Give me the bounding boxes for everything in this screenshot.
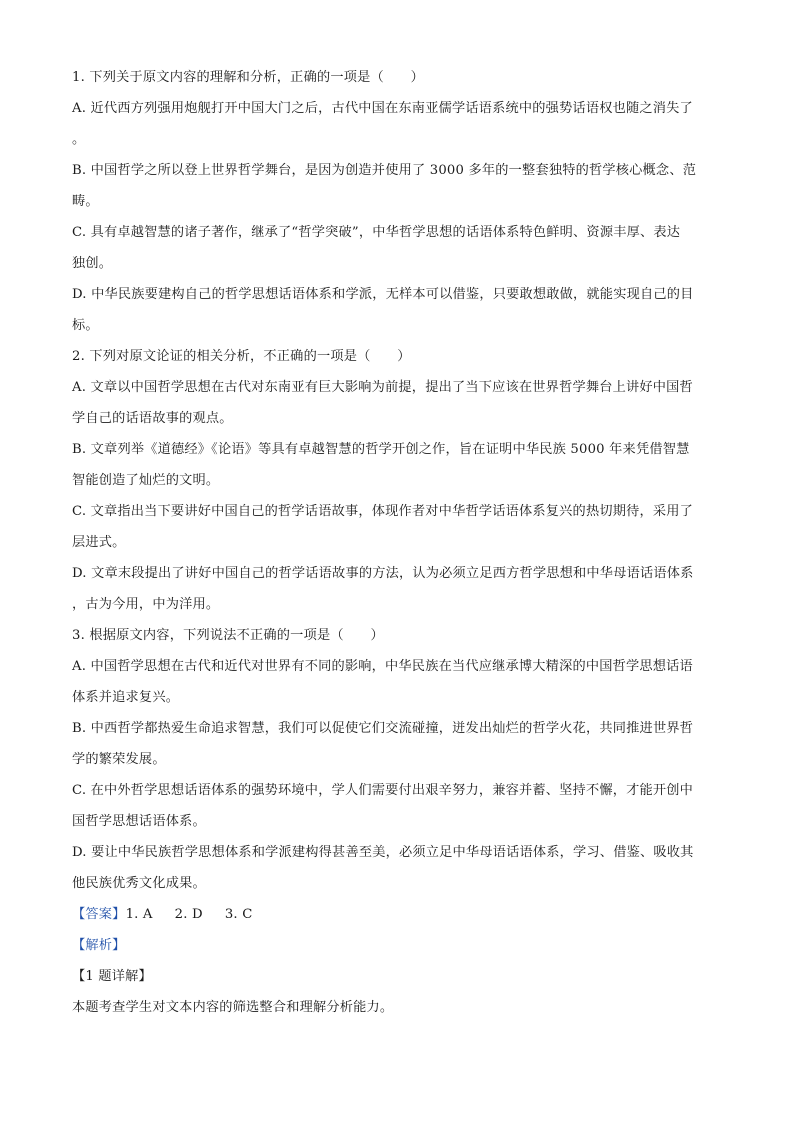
- q2-stem: 2. 下列对原文论证的相关分析，不正确的一项是（ ）: [72, 349, 411, 364]
- q1-option-d: D. 中华民族要建构自己的哲学思想话语体系和学派，无样本可以借鉴，只要敢想敢做，就能实现自己的目: [72, 287, 694, 302]
- answer-tag: 【答案】: [72, 907, 126, 922]
- q3-stem: 3. 根据原文内容，下列说法不正确的一项是（ ）: [72, 628, 384, 643]
- q3-option-a: A. 中国哲学思想在古代和近代对世界有不同的影响，中华民族在当代应继承博大精深的中国哲学思想话语: [72, 659, 693, 674]
- q3-option-b: B. 中西哲学都热爱生命追求智慧，我们可以促使它们交流碰撞，迸发出灿烂的哲学火花，共同推进世界哲: [72, 721, 694, 736]
- q2-option-d: D. 文章末段提出了讲好中国自己的哲学话语故事的方法，认为必须立足西方哲学思想和中华母语话语体系: [72, 566, 694, 581]
- analysis-tag: 【解析】: [72, 938, 126, 953]
- q3-option-c: C. 在中外哲学思想话语体系的强势环境中，学人们需要付出艰辛努力，兼容并蓄、坚持不懈，才能开创中: [72, 783, 694, 798]
- q2-option-d-cont: ，古为今用，中为洋用。: [72, 597, 220, 612]
- q1-option-c: C. 具有卓越智慧的诸子著作，继承了“哲学突破”，中华哲学思想的话语体系特色鲜明、资源丰厚、表达: [72, 225, 681, 240]
- detail-tag: 【1 题详解】: [72, 969, 152, 984]
- q2-option-c-cont: 层进式。: [72, 535, 126, 550]
- q3-option-a-cont: 体系并追求复兴。: [72, 690, 180, 705]
- document-page: [72, 62, 724, 1023]
- q1-option-b: B. 中国哲学之所以登上世界哲学舞台，是因为创造并使用了 3000 多年的一整套独特的哲学核心概念、范: [72, 163, 697, 178]
- q1-option-a-cont: 。: [72, 132, 86, 147]
- answer-item-2: 2. D: [174, 907, 203, 922]
- q1-stem: 1. 下列关于原文内容的理解和分析，正确的一项是（ ）: [72, 70, 425, 85]
- q2-option-a-cont: 学自己的话语故事的观点。: [72, 411, 233, 426]
- q3-option-d: D. 要让中华民族哲学思想体系和学派建构得甚善至美，必须立足中华母语话语体系，学习、借鉴、吸收其: [72, 845, 694, 860]
- q1-option-a: A. 近代西方列强用炮舰打开中国大门之后，古代中国在东南亚儒学话语系统中的强势话语权也随之消失了: [72, 101, 693, 116]
- q2-option-a: A. 文章以中国哲学思想在古代对东南亚有巨大影响为前提，提出了当下应该在世界哲学舞台上讲好中国哲: [72, 380, 693, 395]
- answer-line: [72, 899, 724, 930]
- q3-option-d-cont: 他民族优秀文化成果。: [72, 876, 206, 891]
- q2-option-b-cont: 智能创造了灿烂的文明。: [72, 473, 220, 488]
- q2-option-c: C. 文章指出当下要讲好中国自己的哲学话语故事，体现作者对中华哲学话语体系复兴的热切期待，采用了: [72, 504, 694, 519]
- answer-item-3: 3. C: [224, 907, 253, 922]
- answer-item-1: 1. A: [125, 907, 153, 922]
- q2-option-b: B. 文章列举《道德经》《论语》等具有卓越智慧的哲学开创之作，旨在证明中华民族 5000 年来凭借智慧: [72, 442, 690, 457]
- q3-option-b-cont: 学的繁荣发展。: [72, 752, 166, 767]
- q1-option-b-cont: 畴。: [72, 194, 99, 209]
- q1-option-c-cont: 独创。: [72, 256, 113, 271]
- detail-text: 本题考查学生对文本内容的筛选整合和理解分析能力。: [72, 1000, 394, 1015]
- q3-option-c-cont: 国哲学思想话语体系。: [72, 814, 206, 829]
- q1-option-d-cont: 标。: [72, 318, 99, 333]
